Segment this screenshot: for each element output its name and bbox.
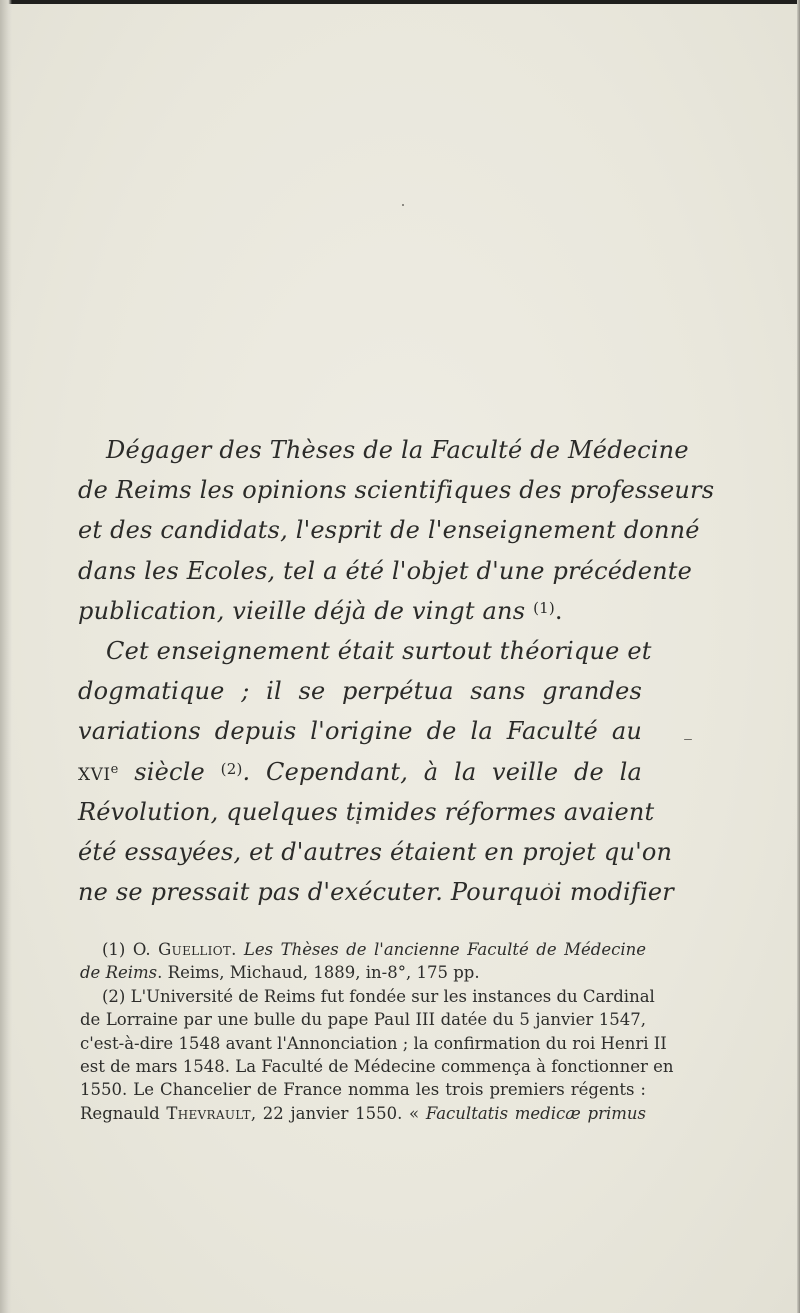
text-line: de Reims les opinions scientifiques des professeurs [78, 476, 715, 505]
footnote-line [80, 961, 646, 984]
text-line: ne se pressait pas d'exécuter. Pourquoi modifier [78, 878, 674, 907]
text-line: Révolution, quelques timides réformes avaient [78, 797, 655, 826]
footnote-ref-1: (1) [533, 598, 555, 617]
text-line: variations depuis l'origine de la Faculté au [78, 717, 642, 746]
superscript: e [110, 761, 119, 777]
main-text [78, 430, 715, 912]
paragraph-1 [78, 430, 715, 631]
text-span: . [554, 596, 563, 625]
paragraph-2 [78, 631, 674, 912]
footnote-2 [80, 985, 674, 1125]
footnote-line: c'est-à-dire 1548 avant l'Annonciation ; la confirmation du roi Henri II [80, 1033, 667, 1053]
footnote-line: de Lorraine par une bulle du pape Paul III datée du 5 janvier 1547, [80, 1010, 646, 1030]
text-line: dans les Ecoles, tel a été l'objet d'une précédente [78, 556, 692, 585]
paper-speck [402, 204, 404, 206]
footnotes [80, 938, 674, 1125]
footnote-ref-2: (2) [220, 759, 243, 778]
century-numeral: xvi [78, 757, 111, 786]
text-span: . Reims, Michaud, 1889, in-8°, 175 pp. [157, 963, 480, 983]
text-line: dogmatique ; il se perpétua sans grandes [78, 677, 642, 706]
book-title: Les Thèses de l'ancienne Faculté de Médecine [243, 940, 646, 959]
footnote-line: est de mars 1548. La Faculté de Médecine commença à fonctionner en [80, 1057, 674, 1077]
text-span: . [231, 940, 244, 959]
footnote-line: 1550. Le Chancelier de France nomma les trois premiers régents : [80, 1080, 646, 1100]
footnote-line [80, 938, 646, 961]
book-title: de Reims [80, 963, 158, 983]
text-span: . Cependant, à la veille de la [242, 757, 643, 786]
text-line [78, 591, 642, 631]
footnote-line: (2) L'Université de Reims fut fondée sur les instances du Cardinal [102, 986, 655, 1006]
text-span: (1) O. [102, 940, 159, 959]
latin-quote: Facultatis medicæ primus [425, 1103, 646, 1123]
text-line: été essayées, et d'autres étaient en projet qu'on [78, 838, 673, 867]
text-line: et des candidats, l'esprit de l'enseignement donné [78, 516, 700, 545]
text-span: , 22 janvier 1550. « [250, 1103, 426, 1123]
author-name: Guelliot [158, 940, 232, 959]
text-line [78, 752, 642, 792]
text-line: Dégager des Thèses de la Faculté de Médecine [106, 436, 689, 464]
paper-speck [684, 739, 692, 740]
footnote-1 [80, 938, 646, 985]
text-span: publication, vieille déjà de vingt ans [78, 596, 526, 625]
page-top-edge [0, 0, 800, 4]
text-line: Cet enseignement était surtout théorique et [106, 637, 652, 666]
text-span: Regnauld [80, 1103, 167, 1123]
author-name: Thevrault [166, 1103, 251, 1123]
page-binding-shadow [0, 0, 12, 1313]
text-span: siècle [118, 757, 221, 786]
footnote-line [80, 1102, 646, 1125]
